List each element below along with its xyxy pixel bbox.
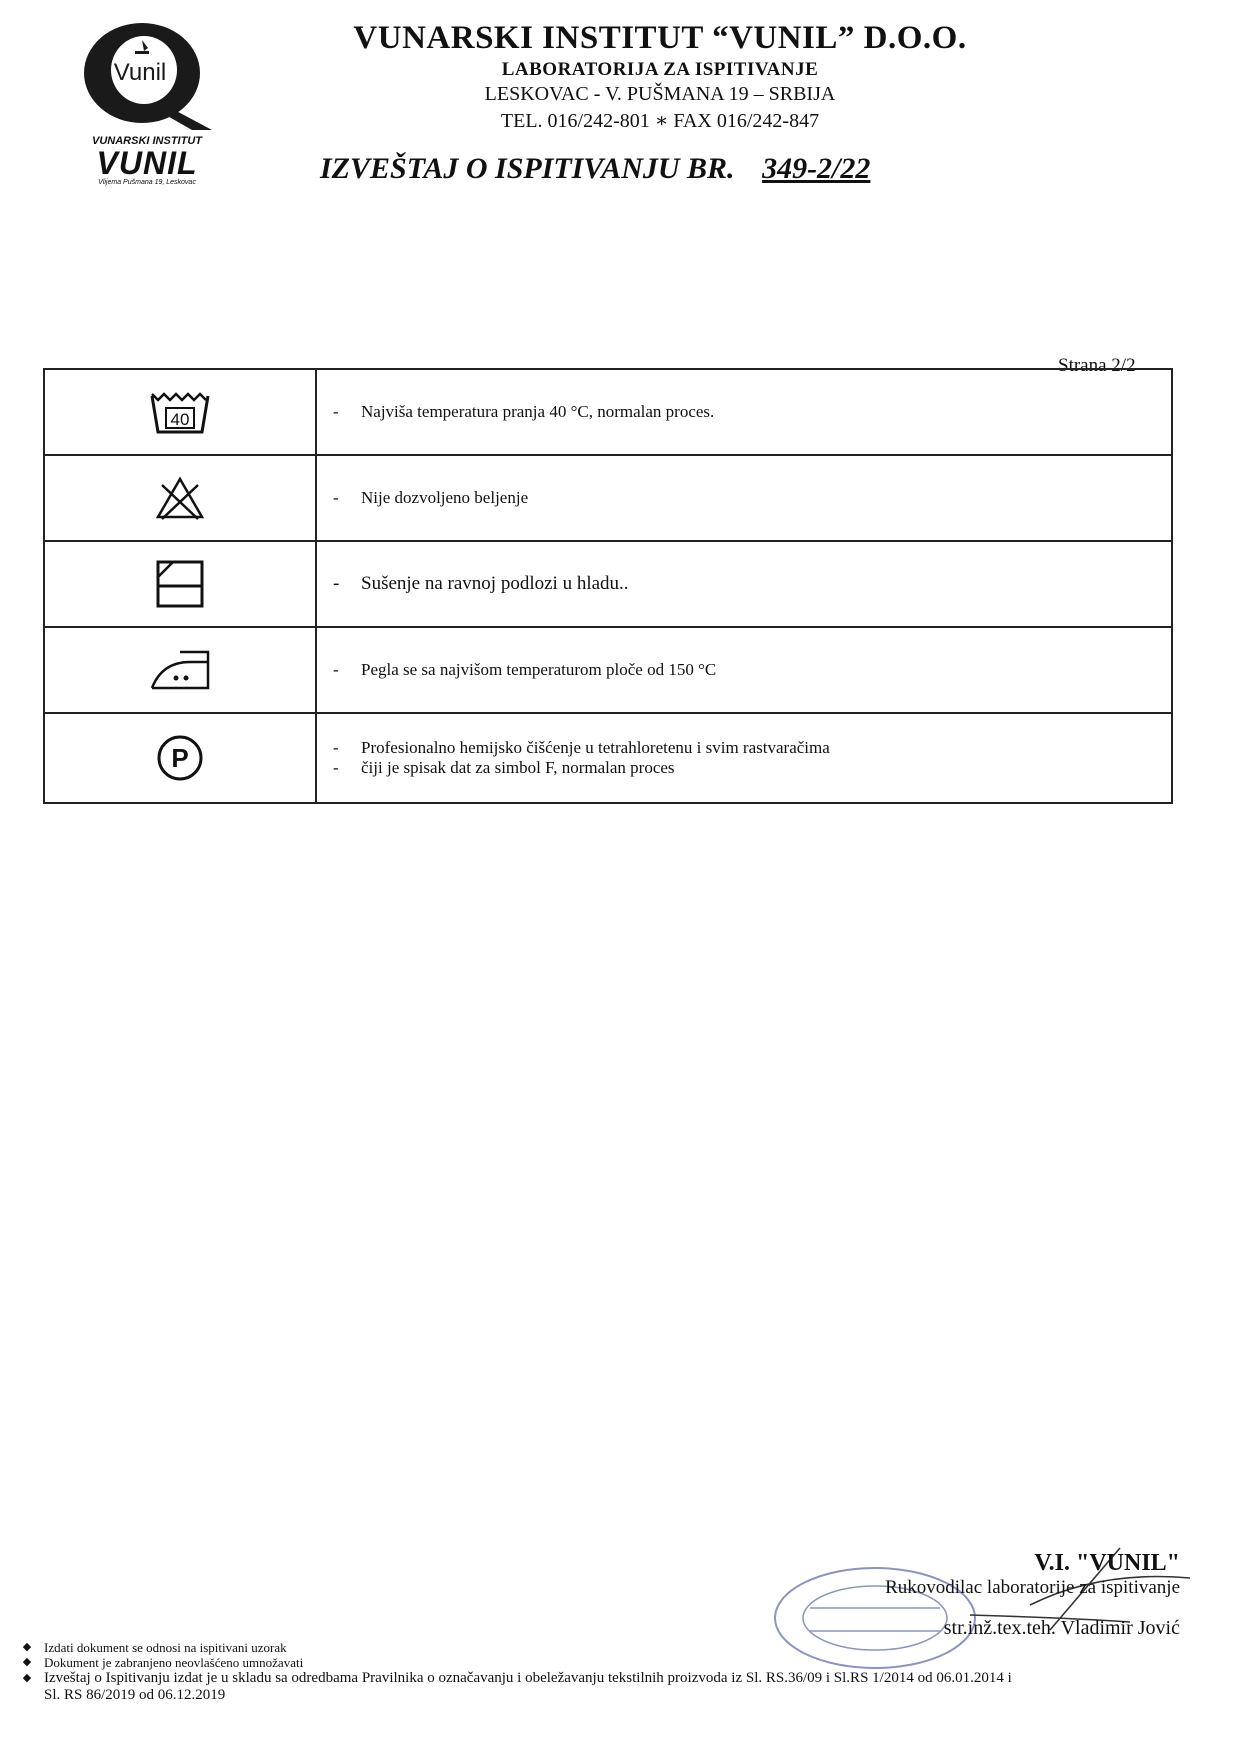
bullet-dash: - — [333, 660, 339, 679]
bullet-dash: - — [333, 402, 339, 421]
logo-word: Vunil — [113, 59, 167, 86]
diamond-bullet-icon: ◆ — [22, 1641, 32, 1653]
signature-role: Rukovodilac laboratorije za ispitivanje — [885, 1577, 1180, 1598]
flat-dry-shade-icon — [155, 559, 205, 609]
care-row-dry — [45, 540, 1171, 626]
q-logo-icon — [72, 18, 222, 133]
report-heading — [320, 152, 890, 186]
care-text: čiji je spisak dat za simbol F, normalan proces — [361, 758, 675, 777]
bullet-dash: - — [333, 488, 339, 507]
report-number: 349-2/22 — [762, 152, 871, 185]
logo-sub: VUNARSKI INSTITUT — [92, 135, 202, 147]
dry-clean-p-icon — [155, 733, 205, 783]
care-text: Pegla se sa najvišom temperaturom ploče od 150 °C — [361, 660, 717, 679]
wash-temp: 40 — [170, 410, 190, 429]
dryclean-letter: P — [171, 743, 189, 773]
logo-address: Vlijema Pušmana 19, Leskovac — [98, 179, 196, 186]
lab-name: LABORATORIJA ZA ISPITIVANJE — [501, 59, 819, 80]
diamond-bullet-icon: ◆ — [22, 1656, 32, 1668]
note-item: ◆ Izdati dokument se odnosi na ispitivani uzorak — [10, 1640, 1230, 1655]
care-text: Sušenje na ravnoj podlozi u hladu.. — [361, 573, 629, 594]
signature-block — [870, 1550, 1180, 1640]
diamond-bullet-icon: ◆ — [22, 1672, 32, 1684]
report-label: IZVEŠTAJ O ISPITIVANJU BR. — [320, 152, 735, 185]
page-number: Strana 2/2 — [1058, 355, 1136, 376]
wash-40-icon — [148, 388, 212, 436]
bullet-dash: - — [333, 738, 339, 757]
care-table — [43, 368, 1173, 804]
care-text: Nije dozvoljeno beljenje — [361, 488, 529, 507]
note-item: ◆ Izveštaj o Ispitivanju izdat je u skladu sa odredbama Pravilnika o označavanju i obeležavanju tekstilnih proizvoda iz Sl. RS.36/09 i Sl.RS 1/2014 od 06.01.2014 i — [10, 1670, 1230, 1687]
signature-org: V.I. "VUNIL" — [1034, 1550, 1180, 1576]
signature-name: str.inž.tex.teh. Vladimir Jović — [943, 1617, 1180, 1639]
care-row-bleach — [45, 454, 1171, 540]
bullet-dash: - — [333, 758, 339, 777]
note-item: Sl. RS 86/2019 od 06.12.2019 — [44, 1687, 226, 1703]
iron-two-dots-icon — [148, 648, 212, 692]
bullet-dash: - — [333, 573, 340, 594]
footer-notes — [10, 1640, 1230, 1704]
care-row-iron — [45, 626, 1171, 712]
institute-title: VUNARSKI INSTITUT “VUNIL” D.O.O. — [353, 20, 967, 56]
vunil-logo — [72, 18, 222, 186]
care-row-wash — [45, 370, 1171, 454]
no-bleach-icon — [154, 475, 206, 521]
care-row-dryclean — [45, 712, 1171, 802]
note-item: ◆ Dokument je zabranjeno neovlašćeno umnožavati — [10, 1655, 1230, 1670]
institute-phone: TEL. 016/242-801 ∗ FAX 016/242-847 — [500, 110, 820, 132]
care-text: Najviša temperatura pranja 40 °C, normalan proces. — [361, 402, 715, 421]
header — [300, 20, 1020, 133]
care-text: Profesionalno hemijsko čišćenje u tetrahloretenu i svim rastvaračima — [361, 738, 830, 757]
logo-brand: VUNIL — [96, 145, 198, 181]
institute-address: LESKOVAC - V. PUŠMANA 19 – SRBIJA — [484, 83, 836, 105]
